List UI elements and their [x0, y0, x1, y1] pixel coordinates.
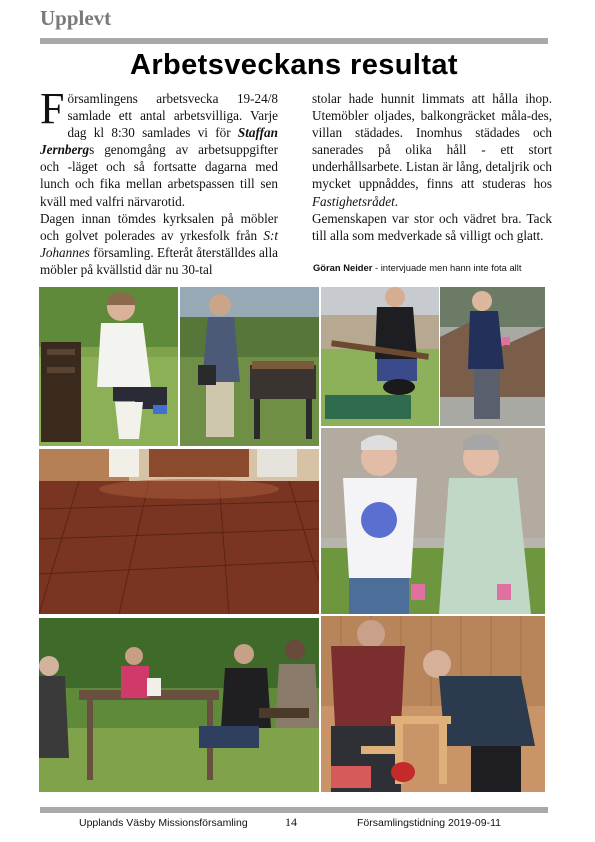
- photo-credit: [313, 262, 521, 273]
- footer-organization: Upplands Väsby Missionsförsamling: [79, 817, 248, 829]
- credit-name: Göran Neider: [313, 262, 373, 273]
- photo-fika-outdoors: [39, 618, 319, 792]
- place-name: S:t Johannes: [40, 227, 278, 260]
- photo-grill: [180, 287, 319, 446]
- drop-cap: F: [40, 84, 65, 133]
- text-run: s genomgång av arbetsuppgifter och -läget och så fortsatte dagarna med lunch och fika mellan arbetspassen till sen kväll med valfri närvarotid.: [40, 142, 278, 209]
- photo-two-women: [321, 428, 545, 614]
- text-run: .: [394, 193, 399, 209]
- paragraph: Gemenskapen var stor och vädret bra. Tack till alla som medverkade så villigt och glatt.: [312, 210, 552, 243]
- person-name: Staffan Jernberg: [40, 125, 278, 158]
- header-rule: [40, 38, 548, 44]
- photo-bench-oiling: [39, 287, 178, 446]
- paragraph: [40, 84, 278, 210]
- text-run: församling. Efteråt återställdes alla möbler på kvällstid där nu 30-tal: [40, 244, 278, 277]
- text-column-left: [40, 84, 278, 278]
- photo-polished-floor: [39, 449, 319, 614]
- paragraph: [40, 210, 278, 278]
- page-number: 14: [285, 815, 297, 829]
- paragraph: [312, 90, 552, 210]
- text-run: Dagen innan tömdes kyrksalen på möbler och golvet polerades av yrkesfolk från: [40, 210, 278, 243]
- text-run: örsamlingens arbetsvecka 19-24/8 samlade ett antal arbetsvilliga. Varje dag kl 8:30 samlades vi för: [67, 91, 278, 141]
- footer-rule: [40, 807, 548, 813]
- photo-chair-repair: [321, 616, 545, 792]
- text-run: stolar hade hunnit limmats att hålla ihop. Utemöbler oljades, balkongräcket måla-des, villan städades. Inomhus städades och sanerades på olika håll - ett stort underhållsarbete. Listan är lång, detaljrik och mycket uppnåddes, finns att studeras hos: [312, 91, 552, 192]
- section-label: Upplevt: [40, 6, 112, 30]
- photo-branches: [440, 287, 545, 426]
- reference-name: Fastighetsrådet: [312, 193, 395, 209]
- text-column-right: [312, 90, 552, 244]
- credit-text: - intervjuade men hann inte fota allt: [372, 262, 522, 273]
- photo-painting-rail: [321, 287, 439, 426]
- article-title: Arbetsveckans resultat: [130, 49, 458, 81]
- footer-publication-date: Församlingstidning 2019-09-11: [357, 817, 501, 829]
